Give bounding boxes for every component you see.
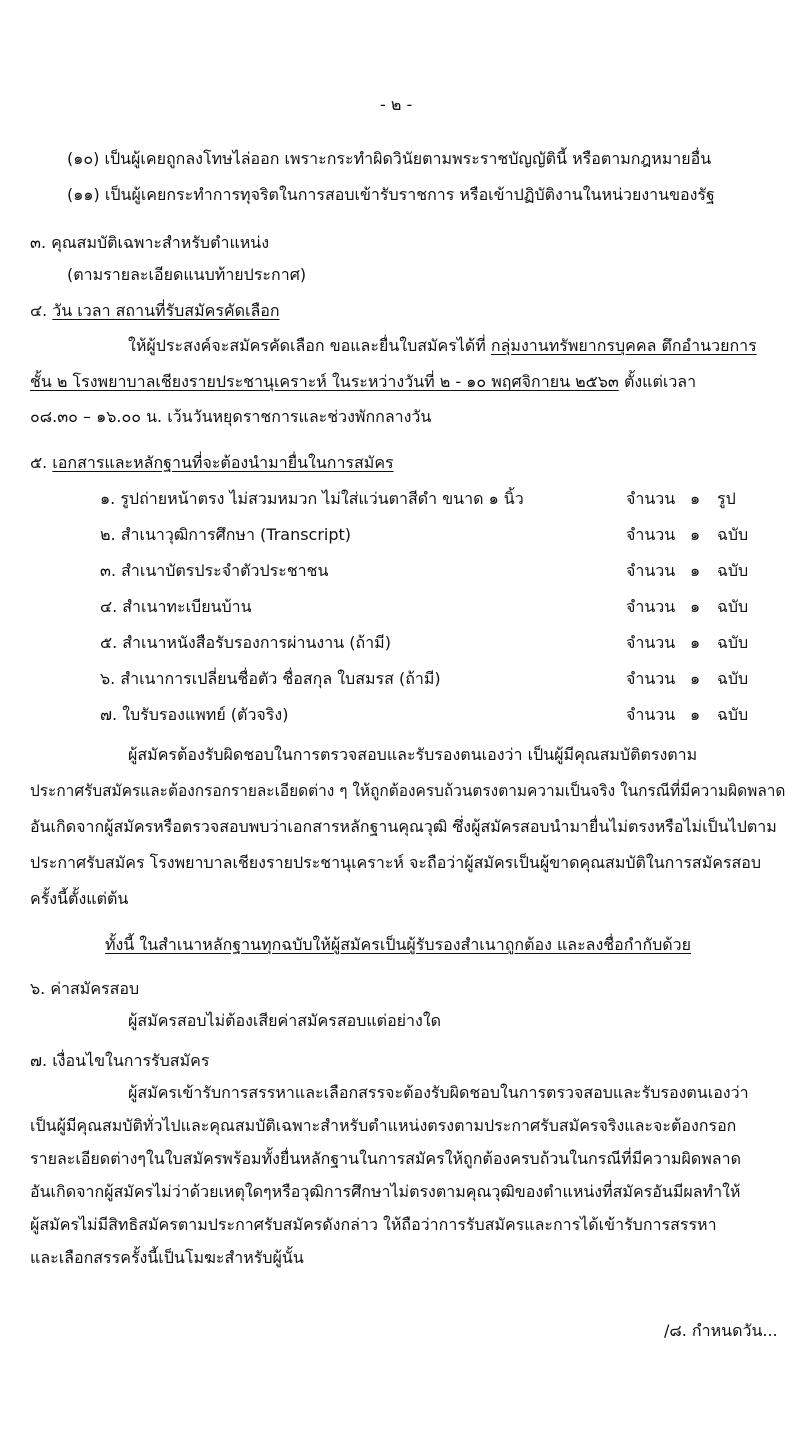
disqualification-11: (๑๑) เป็นผู้เคยกระทำการทุจริตในการสอบเข้ารับราชการ หรือเข้าปฏิบัติงานในหน่วยงานของรัฐ [67,185,715,204]
paragraph-line: อันเกิดจากผู้สมัครหรือตรวจสอบพบว่าเอกสารหลักฐานคุณวุฒิ ซึ่งผู้สมัครสอบนำมายื่นไม่ตรงหรือไม่เป็นไปตาม [30,817,777,836]
quantity-label: จำนวน [626,525,676,544]
quantity-count: ๑ [690,489,701,508]
paragraph-line: อันเกิดจากผู้สมัครไม่ว่าด้วยเหตุใดๆหรือวุฒิการศึกษาไม่ตรงตามคุณวุฒิของตำแหน่งที่สมัครอันมีผลทำให้ [30,1182,741,1201]
document-name: ๖. สำเนาการเปลี่ยนชื่อตัว ชื่อสกุล ใบสมรส (ถ้ามี) [100,669,441,688]
section7-title: เงื่อนไขในการรับสมัคร [52,1051,210,1070]
document-name: ๒. สำเนาวุฒิการศึกษา (Transcript) [100,525,352,544]
section4-line1 [128,335,757,357]
paragraph-line: เป็นผู้มีคุณสมบัติทั่วไปและคุณสมบัติเฉพาะสำหรับตำแหน่งตรงตามประกาศรับสมัครจริงและจะต้องกรอก [30,1116,737,1135]
section5-number: ๕. [30,453,48,472]
paragraph-line: และเลือกสรรครั้งนี้เป็นโมฆะสำหรับผู้นั้น [30,1248,304,1267]
quantity-label: จำนวน [626,705,676,724]
section3-note: (ตามรายละเอียดแนบท้ายประกาศ) [67,265,307,284]
section6-title: ค่าสมัครสอบ [50,979,140,998]
section3-title: คุณสมบัติเฉพาะสำหรับตำแหน่ง [51,233,270,252]
list-item [0,488,800,510]
paragraph-line: ผู้สมัครเข้ารับการสรรหาและเลือกสรรจะต้องรับผิดชอบในการตรวจสอบและรับรองตนเองว่า [128,1083,749,1102]
quantity-unit: ฉบับ [717,561,749,580]
quantity-label: จำนวน [626,669,676,688]
list-item [0,704,800,726]
quantity-count: ๑ [690,525,701,544]
document-name: ๓. สำเนาบัตรประจำตัวประชาชน [100,561,329,580]
paragraph-line: ประกาศรับสมัคร โรงพยาบาลเชียงรายประชานุเคราะห์ จะถือว่าผู้สมัครเป็นผู้ขาดคุณสมบัติในการสมัครสอบ [30,853,762,872]
section5-title: เอกสารและหลักฐานที่จะต้องนำมายื่นในการสมัคร [52,453,394,472]
quantity-count: ๑ [690,597,701,616]
document-name: ๕. สำเนาหนังสือรับรองการผ่านงาน (ถ้ามี) [100,633,391,652]
list-item [0,632,800,654]
quantity-unit: ฉบับ [717,525,749,544]
section4-hours: ๐๘.๓๐ – ๑๖.๐๐ น. เว้นวันหยุดราชการและช่วงพักกลางวัน [30,407,432,426]
paragraph-line: รายละเอียดต่างๆในใบสมัครพร้อมทั้งยื่นหลักฐานในการสมัครให้ถูกต้องครบถ้วนในกรณีที่มีความผิดพลาด [30,1149,741,1168]
document-name: ๗. ใบรับรองแพทย์ (ตัวจริง) [100,705,289,724]
quantity-label: จำนวน [626,561,676,580]
quantity-label: จำนวน [626,597,676,616]
quantity-count: ๑ [690,561,701,580]
list-item [0,668,800,690]
section3-heading [30,232,269,254]
section4-title: วัน เวลา สถานที่รับสมัครคัดเลือก [52,301,280,320]
section5-heading [30,452,394,474]
quantity-unit: ฉบับ [717,705,749,724]
certification-note: ทั้งนี้ ในสำเนาหลักฐานทุกฉบับให้ผู้สมัครเป็นผู้รับรองสำเนาถูกต้อง และลงชื่อกำกับด้วย [105,935,692,954]
list-item [0,596,800,618]
section6-heading [30,978,139,1000]
continuation-marker: /๘. กำหนดวัน... [664,1321,778,1340]
paragraph-line: ผู้สมัครต้องรับผิดชอบในการตรวจสอบและรับรองตนเองว่า เป็นผู้มีคุณสมบัติตรงตาม [128,745,698,764]
quantity-label: จำนวน [626,489,676,508]
paragraph-line: ประกาศรับสมัครและต้องกรอกรายละเอียดต่าง ๆ ให้ถูกต้องครบถ้วนตรงตามความเป็นจริง ในกรณีที่มีความผิดพลาด [30,781,786,800]
section7-number: ๗. [30,1051,48,1070]
quantity-unit: รูป [717,489,736,508]
section4-heading [30,300,280,322]
paragraph-line: ครั้งนี้ตั้งแต่ต้น [30,889,129,908]
quantity-count: ๑ [690,705,701,724]
document-name: ๑. รูปถ่ายหน้าตรง ไม่สวมหมวก ไม่ใส่แว่นตาสีดำ ขนาด ๑ นิ้ว [100,489,524,508]
section4-location: กลุ่มงานทรัพยากรบุคคล ตึกอำนวยการ [490,336,757,355]
quantity-unit: ฉบับ [717,633,749,652]
section6-number: ๖. [30,979,46,998]
section6-text: ผู้สมัครสอบไม่ต้องเสียค่าสมัครสอบแต่อย่างใด [128,1011,442,1030]
quantity-unit: ฉบับ [717,669,749,688]
section4-dates: ชั้น ๒ โรงพยาบาลเชียงรายประชานุเคราะห์ ในระหว่างวันที่ ๒ - ๑๐ พฤศจิกายน ๒๕๖๓ [30,372,619,391]
section4-number: ๔. [30,301,48,320]
section3-number: ๓. [30,233,47,252]
section7-heading [30,1050,209,1072]
list-item [0,524,800,546]
list-item [0,560,800,582]
disqualification-10: (๑๐) เป็นผู้เคยถูกลงโทษไล่ออก เพราะกระทำผิดวินัยตามพระราชบัญญัตินี้ หรือตามกฎหมายอื่น [67,149,712,168]
paragraph-line: ผู้สมัครไม่มีสิทธิสมัครตามประกาศรับสมัครดังกล่าว ให้ถือว่าการรับสมัครและการได้เข้ารับการสรรหา [30,1215,717,1234]
document-name: ๔. สำเนาทะเบียนบ้าน [100,597,252,616]
section4-line1-plain: ให้ผู้ประสงค์จะสมัครคัดเลือก ขอและยื่นใบสมัครได้ที่ [128,336,486,355]
section4-line2-plain: ตั้งแต่เวลา [623,372,697,391]
quantity-label: จำนวน [626,633,676,652]
quantity-count: ๑ [690,633,701,652]
quantity-count: ๑ [690,669,701,688]
section4-line2 [30,371,696,393]
quantity-unit: ฉบับ [717,597,749,616]
page-number: - ๒ - [380,95,413,114]
